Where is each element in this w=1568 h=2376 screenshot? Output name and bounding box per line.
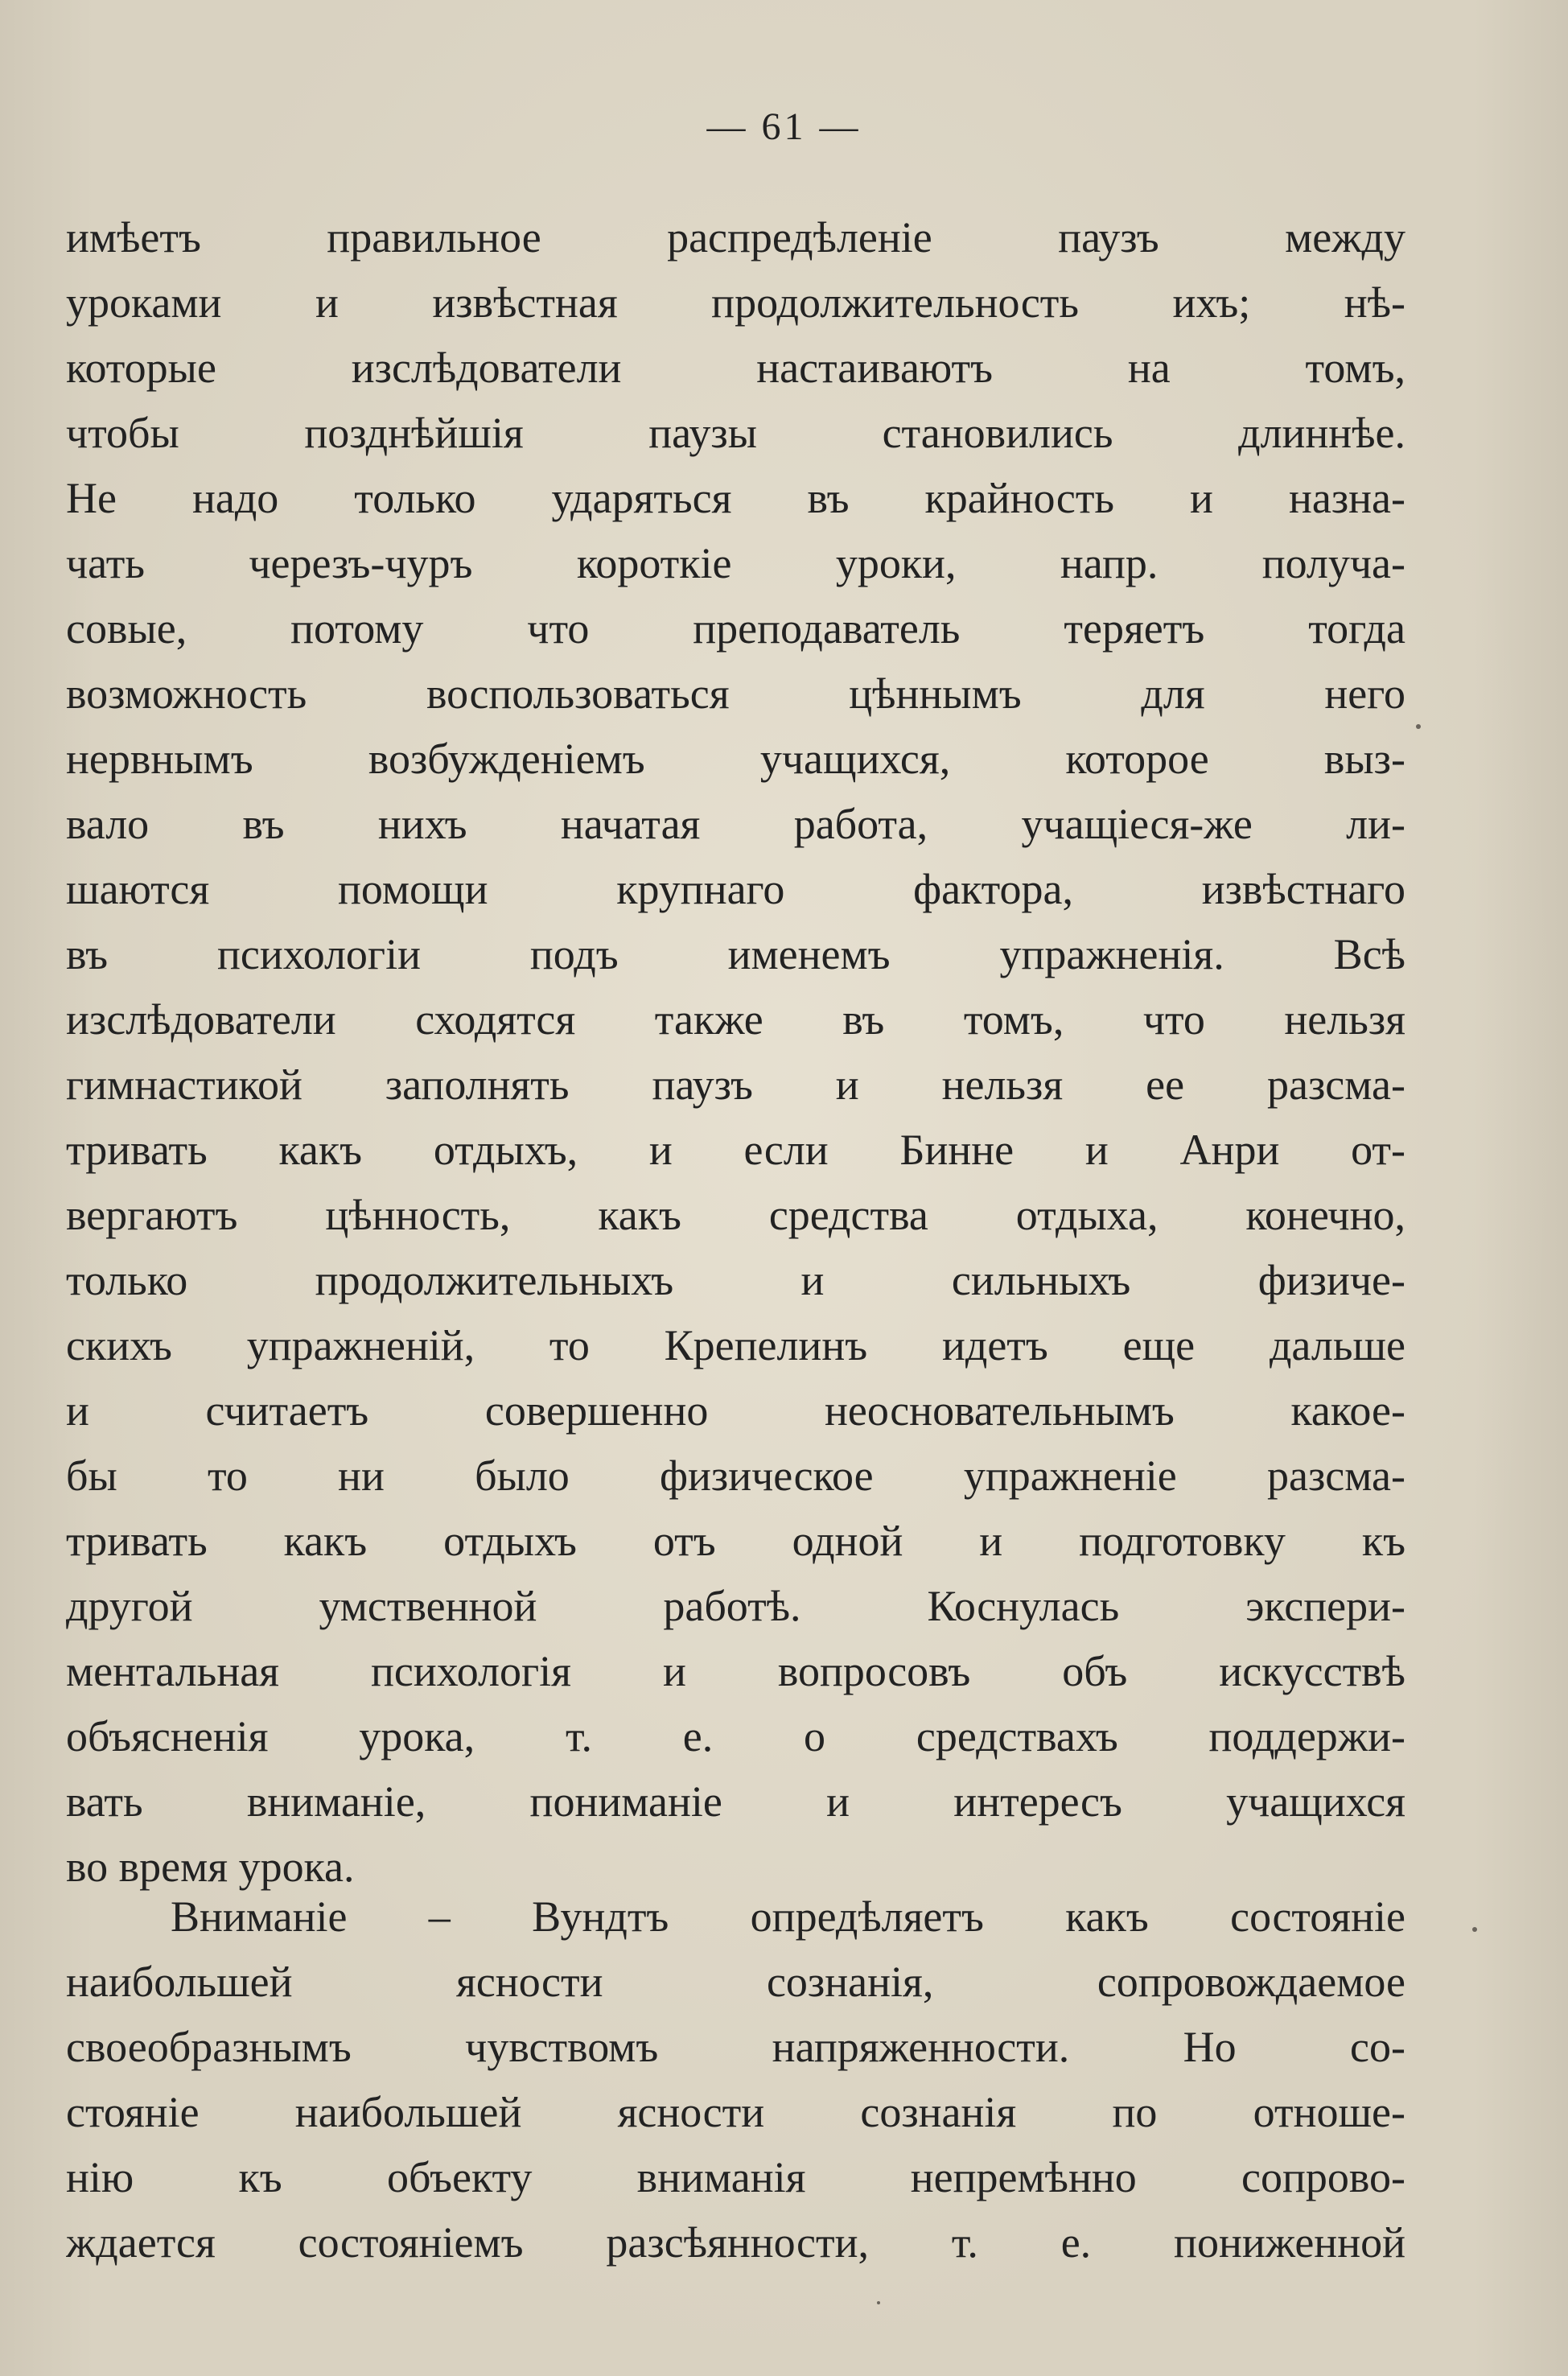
- text-line: чтобы позднѣйшія паузы становились длиннѣе.: [66, 409, 1405, 457]
- text-line: вало въ нихъ начатая работа, учащіеся-же ли-: [66, 800, 1405, 848]
- page-number: — 61 —: [706, 105, 862, 148]
- text-line: возможность воспользоваться цѣннымъ для него: [66, 669, 1405, 718]
- text-line: въ психологіи подъ именемъ упражненія. Всѣ: [66, 930, 1405, 978]
- text-line: другой умственной работѣ. Коснулась экспери-: [66, 1582, 1405, 1630]
- text-line: и считаетъ совершенно неосновательнымъ какое-: [66, 1386, 1405, 1435]
- text-line: объясненія урока, т. е. о средствахъ поддержи-: [66, 1712, 1405, 1760]
- text-line: уроками и извѣстная продолжительность ихъ; нѣ-: [66, 278, 1405, 327]
- text-line: Не надо только ударяться въ крайность и назна-: [66, 474, 1405, 522]
- text-line: вать вниманіе, пониманіе и интересъ учащихся: [66, 1777, 1405, 1826]
- text-line: нію къ объекту вниманія непремѣнно сопрово-: [66, 2153, 1405, 2201]
- paper-speck: [1472, 1927, 1477, 1932]
- paragraph-2: [66, 1884, 1405, 2275]
- text-line: шаются помощи крупнаго фактора, извѣстнаго: [66, 865, 1405, 913]
- text-line: вергаютъ цѣнность, какъ средства отдыха, конечно,: [66, 1191, 1405, 1239]
- text-line: тривать какъ отдыхъ, и если Бинне и Анри от-: [66, 1126, 1405, 1174]
- text-line: ментальная психологія и вопросовъ объ искусствѣ: [66, 1647, 1405, 1695]
- text-line: гимнастикой заполнять паузъ и нельзя ее разсма-: [66, 1060, 1405, 1109]
- text-line: стояніе наибольшей ясности сознанія по отноше-: [66, 2088, 1405, 2136]
- text-line: ждается состояніемъ разсѣянности, т. е. пониженной: [66, 2218, 1405, 2267]
- text-line: имѣетъ правильное распредѣленіе паузъ между: [66, 213, 1405, 261]
- text-line: наибольшей ясности сознанія, сопровождаемое: [66, 1958, 1405, 2006]
- text-line: во время урока.: [66, 1843, 355, 1891]
- text-line: тривать какъ отдыхъ отъ одной и подготовку къ: [66, 1517, 1405, 1565]
- text-line: изслѣдователи сходятся также въ томъ, что нельзя: [66, 995, 1405, 1044]
- text-line: Вниманіе – Вундтъ опредѣляетъ какъ состояніе: [171, 1892, 1405, 1941]
- text-line: скихъ упражненій, то Крепелинъ идетъ еще дальше: [66, 1321, 1405, 1369]
- text-line: совые, потому что преподаватель теряетъ тогда: [66, 604, 1405, 653]
- text-line: которые изслѣдователи настаиваютъ на томъ,: [66, 344, 1405, 392]
- paragraph-1: [66, 205, 1405, 1900]
- text-line: чать черезъ-чуръ короткіе уроки, напр. получа-: [66, 539, 1405, 587]
- text-line: своеобразнымъ чувствомъ напряженности. Но со-: [66, 2023, 1405, 2071]
- paper-speck: [877, 2301, 880, 2304]
- text-line: бы то ни было физическое упражненіе разсма-: [66, 1452, 1405, 1500]
- text-line: нервнымъ возбужденіемъ учащихся, которое выз-: [66, 735, 1405, 783]
- paper-speck: [1416, 724, 1421, 729]
- text-line: только продолжительныхъ и сильныхъ физиче-: [66, 1256, 1405, 1304]
